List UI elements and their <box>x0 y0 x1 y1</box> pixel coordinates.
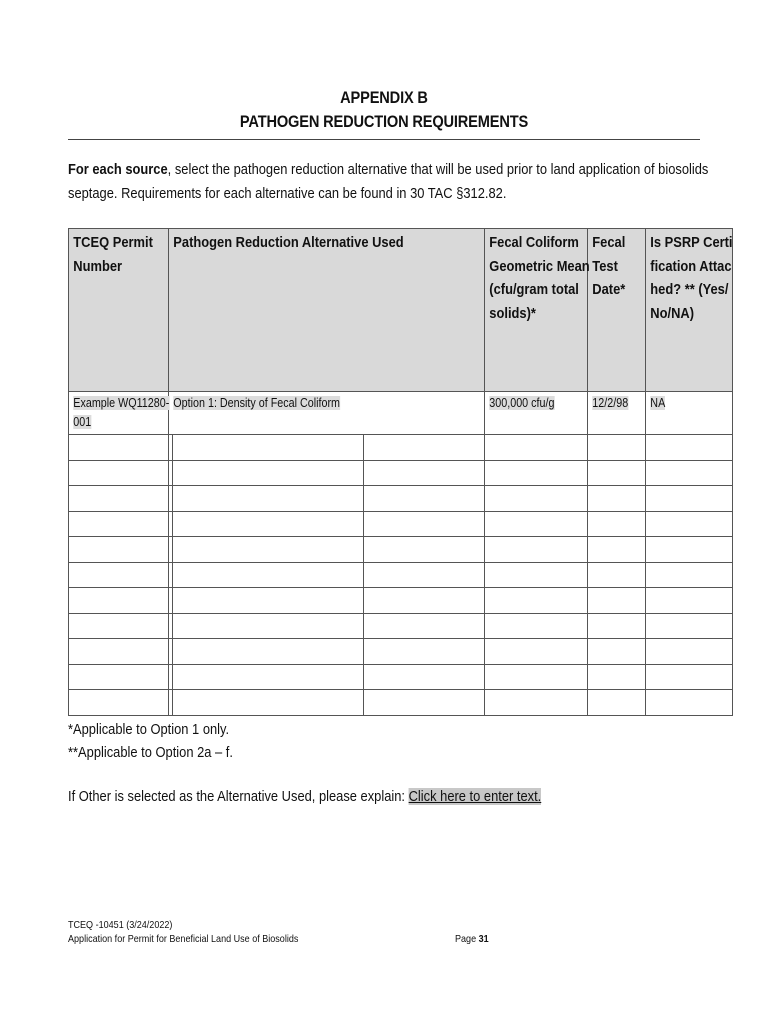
cell-alternative[interactable] <box>173 562 364 588</box>
cell-alternative-other[interactable] <box>364 511 485 537</box>
cell-fecal-mean[interactable] <box>485 486 588 512</box>
cell-fecal-mean[interactable] <box>485 562 588 588</box>
cell-alternative[interactable] <box>173 613 364 639</box>
cell-fecal-mean[interactable] <box>485 588 588 614</box>
example-test-date[interactable]: 12/2/98 <box>588 392 646 435</box>
cell-alternative-other[interactable] <box>364 639 485 665</box>
cell-psrp[interactable] <box>646 562 733 588</box>
cell-alternative[interactable] <box>173 486 364 512</box>
example-psrp[interactable]: NA <box>646 392 733 435</box>
cell-psrp[interactable] <box>646 537 733 563</box>
page-number-value: 31 <box>478 933 489 945</box>
footer <box>68 918 468 946</box>
page-subtitle: PATHOGEN REDUCTION REQUIREMENTS <box>239 112 529 131</box>
header-fecal-mean: Fecal Coliform Geometric Mean (cfu/gram total solids)* <box>485 229 588 392</box>
example-permit[interactable]: Example WQ11280-001 <box>69 392 169 435</box>
pathogen-table <box>68 228 733 716</box>
cell-psrp[interactable] <box>646 486 733 512</box>
cell-alternative-other[interactable] <box>364 613 485 639</box>
cell-fecal-mean[interactable] <box>485 613 588 639</box>
cell-alternative-other[interactable] <box>364 690 485 716</box>
cell-test-date[interactable] <box>588 664 646 690</box>
intro-bold-lead: For each source <box>68 161 168 178</box>
title-block <box>68 86 700 134</box>
table-row <box>69 562 733 588</box>
cell-test-date[interactable] <box>588 486 646 512</box>
cell-alternative[interactable] <box>173 664 364 690</box>
cell-alternative-other[interactable] <box>364 588 485 614</box>
header-psrp: Is PSRP Certification Attached? ** (Yes/No/NA) <box>646 229 733 392</box>
cell-permit[interactable] <box>69 562 169 588</box>
cell-psrp[interactable] <box>646 435 733 461</box>
cell-permit[interactable] <box>69 435 169 461</box>
cell-psrp[interactable] <box>646 588 733 614</box>
page-label: Page <box>455 933 479 945</box>
page-title: APPENDIX B <box>340 88 428 107</box>
cell-permit[interactable] <box>69 588 169 614</box>
cell-alternative-other[interactable] <box>364 664 485 690</box>
cell-permit[interactable] <box>69 537 169 563</box>
cell-fecal-mean[interactable] <box>485 511 588 537</box>
cell-psrp[interactable] <box>646 613 733 639</box>
cell-permit[interactable] <box>69 511 169 537</box>
cell-permit[interactable] <box>69 690 169 716</box>
table-row <box>69 613 733 639</box>
cell-alternative-other[interactable] <box>364 562 485 588</box>
footer-form-title: Application for Permit for Beneficial Land Use of Biosolids <box>68 933 299 945</box>
table-row <box>69 435 733 461</box>
footer-form-id: TCEQ -10451 (3/24/2022) <box>68 919 173 931</box>
page-number <box>455 932 494 946</box>
cell-fecal-mean[interactable] <box>485 639 588 665</box>
cell-alternative[interactable] <box>173 537 364 563</box>
explain-label: If Other is selected as the Alternative Used, please explain: <box>68 788 409 805</box>
intro-paragraph <box>68 158 708 206</box>
header-alternative-used: Pathogen Reduction Alternative Used <box>169 229 485 392</box>
cell-test-date[interactable] <box>588 690 646 716</box>
cell-alternative-other[interactable] <box>364 486 485 512</box>
example-fecal-mean[interactable]: 300,000 cfu/g <box>485 392 588 435</box>
cell-permit[interactable] <box>69 664 169 690</box>
cell-alternative-other[interactable] <box>364 435 485 461</box>
cell-alternative[interactable] <box>173 460 364 486</box>
cell-fecal-mean[interactable] <box>485 435 588 461</box>
cell-test-date[interactable] <box>588 562 646 588</box>
cell-test-date[interactable] <box>588 613 646 639</box>
header-test-date: Fecal Test Date* <box>588 229 646 392</box>
cell-fecal-mean[interactable] <box>485 460 588 486</box>
cell-psrp[interactable] <box>646 511 733 537</box>
cell-test-date[interactable] <box>588 639 646 665</box>
table-row <box>69 588 733 614</box>
cell-test-date[interactable] <box>588 460 646 486</box>
table-row <box>69 664 733 690</box>
cell-alternative-other[interactable] <box>364 537 485 563</box>
cell-permit[interactable] <box>69 460 169 486</box>
table-row <box>69 486 733 512</box>
explain-line <box>68 786 708 808</box>
cell-psrp[interactable] <box>646 664 733 690</box>
title-divider <box>68 139 700 140</box>
footnote-option2: **Applicable to Option 2a – f. <box>68 744 233 761</box>
explain-input-link[interactable]: Click here to enter text. <box>408 788 542 805</box>
cell-psrp[interactable] <box>646 639 733 665</box>
cell-permit[interactable] <box>69 486 169 512</box>
cell-alternative[interactable] <box>173 511 364 537</box>
cell-psrp[interactable] <box>646 460 733 486</box>
cell-test-date[interactable] <box>588 435 646 461</box>
cell-alternative-other[interactable] <box>364 460 485 486</box>
cell-alternative[interactable] <box>173 588 364 614</box>
table-row <box>69 690 733 716</box>
cell-alternative[interactable] <box>173 435 364 461</box>
cell-alternative[interactable] <box>173 690 364 716</box>
cell-fecal-mean[interactable] <box>485 664 588 690</box>
example-row <box>69 392 733 435</box>
example-alternative[interactable]: Option 1: Density of Fecal Coliform <box>169 392 485 435</box>
footnotes <box>68 718 468 764</box>
table-row <box>69 511 733 537</box>
cell-test-date[interactable] <box>588 588 646 614</box>
footnote-option1: *Applicable to Option 1 only. <box>68 721 230 738</box>
cell-permit[interactable] <box>69 613 169 639</box>
cell-psrp[interactable] <box>646 690 733 716</box>
intro-text: , select the pathogen reduction alternative that will be used prior to land application of biosolids septage. Requirements for each alternative can be found in 30 TAC §312.82. <box>68 161 709 202</box>
table-row <box>69 537 733 563</box>
cell-test-date[interactable] <box>588 537 646 563</box>
cell-fecal-mean[interactable] <box>485 690 588 716</box>
header-permit-number: TCEQ Permit Number <box>69 229 169 392</box>
table-row <box>69 460 733 486</box>
cell-test-date[interactable] <box>588 511 646 537</box>
cell-fecal-mean[interactable] <box>485 537 588 563</box>
cell-permit[interactable] <box>69 639 169 665</box>
table-row <box>69 639 733 665</box>
cell-alternative[interactable] <box>173 639 364 665</box>
